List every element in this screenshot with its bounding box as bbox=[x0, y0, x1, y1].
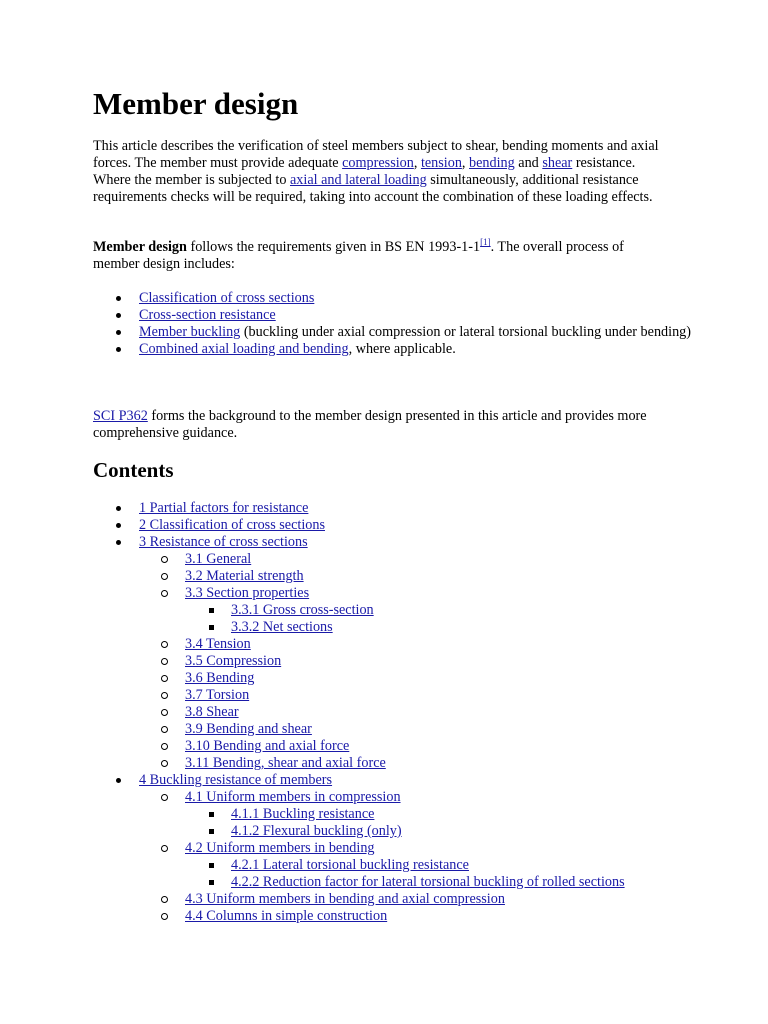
paragraph-text: follows the requirements given in BS EN 1993-1-1 bbox=[186, 239, 481, 255]
square-bullet-icon bbox=[209, 812, 214, 817]
toc-link-4[interactable]: 4 Buckling resistance of members bbox=[139, 772, 333, 788]
link-tension[interactable]: tension bbox=[420, 155, 462, 171]
paragraph-text: . The overall process of member design includes: bbox=[93, 239, 624, 272]
square-bullet-icon bbox=[209, 608, 214, 613]
intro-text: resistance. Where the member is subjected to bbox=[93, 155, 636, 188]
toc-link-2[interactable]: 2 Classification of cross sections bbox=[139, 517, 325, 533]
link-bending[interactable]: bending bbox=[469, 155, 515, 171]
link-compression[interactable]: compression bbox=[342, 155, 414, 171]
toc-link-4-1[interactable]: 4.1 Uniform members in compression bbox=[185, 789, 401, 805]
toc-item bbox=[139, 738, 693, 755]
toc-link-3-1[interactable]: 3.1 General bbox=[185, 551, 252, 567]
toc-link-3-8[interactable]: 3.8 Shear bbox=[185, 704, 239, 720]
link-classification[interactable]: Classification of cross sections bbox=[139, 290, 315, 306]
toc-item bbox=[93, 772, 693, 925]
toc-item bbox=[93, 534, 693, 772]
link-sci-p362[interactable]: SCI P362 bbox=[93, 408, 148, 424]
toc-link-4-4[interactable]: 4.4 Columns in simple construction bbox=[185, 908, 388, 924]
circle-bullet-icon bbox=[161, 692, 168, 699]
intro-text: simultaneously, additional resistance requirements checks will be required, taking into account the combination of these loading effects. bbox=[93, 172, 653, 205]
toc-link-3-7[interactable]: 3.7 Torsion bbox=[185, 687, 250, 703]
toc-link-3-11[interactable]: 3.11 Bending, shear and axial force bbox=[185, 755, 386, 771]
toc-item bbox=[139, 755, 693, 772]
toc-link-4-1-2[interactable]: 4.1.2 Flexural buckling (only) bbox=[231, 823, 402, 839]
toc-link-3-6[interactable]: 3.6 Bending bbox=[185, 670, 255, 686]
circle-bullet-icon bbox=[161, 743, 168, 750]
toc-item bbox=[139, 636, 693, 653]
toc-link-3-4[interactable]: 3.4 Tension bbox=[185, 636, 251, 652]
paragraph-text: forms the background to the member design presented in this article and provides more comprehensive guidance. bbox=[93, 408, 647, 441]
toc-link-3-10[interactable]: 3.10 Bending and axial force bbox=[185, 738, 350, 754]
toc-link-3-2[interactable]: 3.2 Material strength bbox=[185, 568, 304, 584]
list-item bbox=[93, 290, 693, 307]
toc-link-3-9[interactable]: 3.9 Bending and shear bbox=[185, 721, 312, 737]
list-item bbox=[93, 341, 693, 358]
toc-item bbox=[139, 789, 693, 840]
toc-sublist bbox=[139, 789, 693, 925]
intro-text: and bbox=[514, 155, 543, 171]
bullet-icon bbox=[116, 313, 121, 318]
bullet-icon bbox=[116, 296, 121, 301]
circle-bullet-icon bbox=[161, 556, 168, 563]
toc-item bbox=[139, 687, 693, 704]
toc-item bbox=[93, 517, 693, 534]
link-cross-section-resistance[interactable]: Cross-section resistance bbox=[139, 307, 276, 323]
square-bullet-icon bbox=[209, 625, 214, 630]
circle-bullet-icon bbox=[161, 760, 168, 767]
toc-item bbox=[139, 551, 693, 568]
toc-item bbox=[139, 704, 693, 721]
toc-item bbox=[139, 585, 693, 636]
square-bullet-icon bbox=[209, 863, 214, 868]
link-combined-loading[interactable]: Combined axial loading and bending bbox=[139, 341, 349, 357]
toc-sublist bbox=[185, 857, 693, 891]
bullet-icon bbox=[116, 330, 121, 335]
process-list bbox=[93, 290, 693, 358]
toc-link-3-3-2[interactable]: 3.3.2 Net sections bbox=[231, 619, 333, 635]
intro-text: , bbox=[413, 155, 421, 171]
toc-item bbox=[185, 806, 693, 823]
toc-link-3-3[interactable]: 3.3 Section properties bbox=[185, 585, 310, 601]
toc-item bbox=[139, 568, 693, 585]
toc-link-3[interactable]: 3 Resistance of cross sections bbox=[139, 534, 308, 550]
circle-bullet-icon bbox=[161, 675, 168, 682]
background-paragraph bbox=[93, 408, 673, 442]
toc-link-3-3-1[interactable]: 3.3.1 Gross cross-section bbox=[231, 602, 374, 618]
bullet-icon bbox=[116, 540, 121, 545]
toc-link-1[interactable]: 1 Partial factors for resistance bbox=[139, 500, 309, 516]
link-shear[interactable]: shear bbox=[542, 155, 573, 171]
toc-link-4-2-2[interactable]: 4.2.2 Reduction factor for lateral torsional buckling of rolled sections bbox=[231, 874, 625, 890]
list-item bbox=[93, 324, 693, 341]
list-item-text: , where applicable. bbox=[348, 341, 456, 357]
toc-item bbox=[139, 670, 693, 687]
square-bullet-icon bbox=[209, 829, 214, 834]
toc-item bbox=[185, 874, 693, 891]
toc-sublist bbox=[185, 602, 693, 636]
circle-bullet-icon bbox=[161, 590, 168, 597]
toc-item bbox=[185, 823, 693, 840]
page-title: Member design bbox=[93, 86, 299, 121]
circle-bullet-icon bbox=[161, 845, 168, 852]
list-item-text: (buckling under axial compression or lateral torsional buckling under bending) bbox=[240, 324, 691, 340]
toc-item bbox=[185, 602, 693, 619]
list-item bbox=[93, 307, 693, 324]
circle-bullet-icon bbox=[161, 726, 168, 733]
link-axial-lateral-loading[interactable]: axial and lateral loading bbox=[289, 172, 427, 188]
toc-link-3-5[interactable]: 3.5 Compression bbox=[185, 653, 282, 669]
bullet-icon bbox=[116, 778, 121, 783]
circle-bullet-icon bbox=[161, 641, 168, 648]
toc-item bbox=[93, 500, 693, 517]
toc-item bbox=[185, 857, 693, 874]
toc-sublist bbox=[139, 551, 693, 772]
circle-bullet-icon bbox=[161, 709, 168, 716]
toc-link-4-3[interactable]: 4.3 Uniform members in bending and axial compression bbox=[185, 891, 505, 907]
circle-bullet-icon bbox=[161, 658, 168, 665]
circle-bullet-icon bbox=[161, 794, 168, 801]
toc-item bbox=[185, 619, 693, 636]
toc-item bbox=[139, 891, 693, 908]
toc-item bbox=[139, 840, 693, 891]
bullet-icon bbox=[116, 523, 121, 528]
square-bullet-icon bbox=[209, 880, 214, 885]
intro-text: This article describes the verification of steel members subject to shear, bending moments and axial forces. The member must provide adequate bbox=[93, 138, 659, 171]
bullet-icon bbox=[116, 506, 121, 511]
toc-item bbox=[139, 908, 693, 925]
intro-paragraph bbox=[93, 138, 673, 206]
intro-text: , bbox=[461, 155, 470, 171]
link-member-buckling[interactable]: Member buckling bbox=[139, 324, 241, 340]
contents-heading: Contents bbox=[93, 458, 174, 482]
table-of-contents bbox=[93, 500, 693, 925]
bold-term: Member design bbox=[93, 239, 187, 255]
toc-item bbox=[139, 653, 693, 670]
toc-link-4-2[interactable]: 4.2 Uniform members in bending bbox=[185, 840, 375, 856]
circle-bullet-icon bbox=[161, 913, 168, 920]
toc-item bbox=[139, 721, 693, 738]
toc-link-4-1-1[interactable]: 4.1.1 Buckling resistance bbox=[231, 806, 375, 822]
bullet-icon bbox=[116, 347, 121, 352]
requirements-paragraph bbox=[93, 239, 673, 273]
circle-bullet-icon bbox=[161, 573, 168, 580]
circle-bullet-icon bbox=[161, 896, 168, 903]
toc-link-4-2-1[interactable]: 4.2.1 Lateral torsional buckling resistance bbox=[231, 857, 469, 873]
reference-link[interactable]: [1] bbox=[480, 237, 491, 247]
toc-sublist bbox=[185, 806, 693, 840]
